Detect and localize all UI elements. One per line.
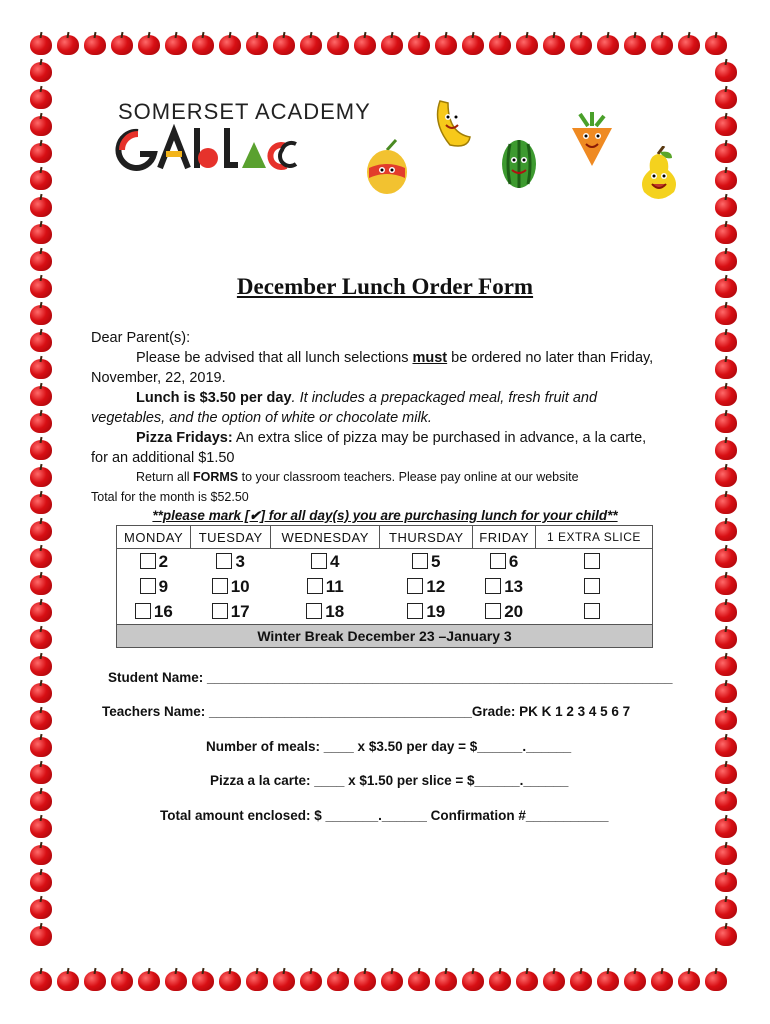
apple-icon xyxy=(354,968,376,992)
letter-text: An extra slice of pizza may be purchased in advance, a la carte, xyxy=(232,430,647,446)
price-emphasis: Lunch is $3.50 per day xyxy=(136,390,292,406)
apple-icon xyxy=(516,968,538,992)
checkbox[interactable] xyxy=(140,553,156,569)
apple-icon xyxy=(30,167,52,191)
apple-icon xyxy=(435,968,457,992)
apple-icon xyxy=(715,923,737,947)
banana-icon xyxy=(428,93,474,151)
apple-icon xyxy=(435,32,457,56)
apple-icon xyxy=(715,545,737,569)
apple-icon xyxy=(30,140,52,164)
apple-icon xyxy=(30,896,52,920)
day-cell[interactable] xyxy=(117,574,191,599)
apple-icon xyxy=(597,968,619,992)
apple-icon xyxy=(715,86,737,110)
apple-icon xyxy=(354,32,376,56)
apple-icon xyxy=(30,761,52,785)
apple-icon xyxy=(57,968,79,992)
checkbox[interactable] xyxy=(140,578,156,594)
header-wednesday: WEDNESDAY xyxy=(271,526,380,549)
apple-icon xyxy=(715,869,737,893)
apple-icon xyxy=(30,707,52,731)
logo-main-text xyxy=(114,124,304,185)
letter-line-7 xyxy=(136,467,579,487)
checkbox[interactable] xyxy=(216,553,232,569)
header-tuesday: TUESDAY xyxy=(191,526,271,549)
pizza-fridays-label: Pizza Fridays: xyxy=(136,430,233,446)
apple-icon xyxy=(165,968,187,992)
apple-icon xyxy=(192,968,214,992)
apple-icon xyxy=(30,329,52,353)
apple-icon xyxy=(462,968,484,992)
day-cell[interactable] xyxy=(271,599,380,625)
day-cell[interactable] xyxy=(473,574,536,599)
apple-icon xyxy=(570,968,592,992)
apple-icon xyxy=(715,626,737,650)
letter-text: Please be advised that all lunch selections xyxy=(136,350,413,366)
carrot-icon xyxy=(566,110,616,168)
winter-break-banner: Winter Break December 23 –January 3 xyxy=(117,625,653,648)
apple-icon xyxy=(715,248,737,272)
apple-icon xyxy=(597,32,619,56)
apple-icon xyxy=(381,32,403,56)
apple-icon xyxy=(30,572,52,596)
day-number: 11 xyxy=(325,576,344,596)
page-title: December Lunch Order Form xyxy=(236,274,534,299)
apple-icon xyxy=(543,32,565,56)
apple-icon xyxy=(715,842,737,866)
apple-icon xyxy=(715,464,737,488)
apple-icon xyxy=(570,32,592,56)
apple-icon xyxy=(715,896,737,920)
day-number: 19 xyxy=(426,601,446,621)
checkbox[interactable] xyxy=(407,578,423,594)
letter-line-3 xyxy=(136,388,597,408)
apple-icon xyxy=(30,356,52,380)
calendar-row xyxy=(117,599,653,625)
apple-icon xyxy=(111,32,133,56)
letter-text: . It includes a prepackaged meal, fresh fruit and xyxy=(291,390,598,406)
apple-icon xyxy=(715,788,737,812)
apple-icon xyxy=(111,968,133,992)
apple-icon xyxy=(192,32,214,56)
day-number: 10 xyxy=(230,576,250,596)
day-number: 5 xyxy=(431,551,441,571)
apple-icon xyxy=(705,32,727,56)
apple-icon xyxy=(219,32,241,56)
apple-icon xyxy=(30,86,52,110)
apple-icon xyxy=(165,32,187,56)
apple-icon xyxy=(30,410,52,434)
checkbox[interactable] xyxy=(485,603,501,619)
day-number: 4 xyxy=(329,551,340,571)
apple-icon xyxy=(273,32,295,56)
day-cell[interactable] xyxy=(473,599,536,625)
day-cell[interactable] xyxy=(117,549,191,575)
day-cell[interactable] xyxy=(191,599,271,625)
apple-icon xyxy=(715,680,737,704)
day-cell[interactable] xyxy=(380,549,473,575)
pear-icon xyxy=(636,146,682,204)
apple-icon xyxy=(30,194,52,218)
checkbox[interactable] xyxy=(311,553,327,569)
apple-icon xyxy=(715,653,737,677)
letter-text: be ordered no later than Friday, xyxy=(447,350,654,366)
apple-icon xyxy=(30,302,52,326)
apple-icon xyxy=(715,437,737,461)
apple-icon xyxy=(715,221,737,245)
must-emphasis: must xyxy=(412,350,448,366)
apple-icon xyxy=(219,968,241,992)
apple-icon xyxy=(715,167,737,191)
apple-icon xyxy=(489,968,511,992)
apple-icon xyxy=(624,968,646,992)
apple-icon xyxy=(138,32,160,56)
apple-icon xyxy=(489,32,511,56)
day-number: 9 xyxy=(158,576,169,596)
pizza-a-la-carte-field[interactable]: Pizza a la carte: ____ x $1.50 per slice = $______.______ xyxy=(210,773,569,788)
apple-icon xyxy=(381,968,403,992)
calendar-row xyxy=(117,549,653,575)
apple-icon xyxy=(84,32,106,56)
apple-icon xyxy=(715,599,737,623)
letter-line-8: Total for the month is $52.50 xyxy=(91,490,249,504)
checkbox[interactable] xyxy=(412,553,428,569)
apple-icon xyxy=(138,968,160,992)
day-cell[interactable] xyxy=(191,549,271,575)
apple-icon xyxy=(30,545,52,569)
day-number: 16 xyxy=(153,601,173,621)
apple-icon xyxy=(30,653,52,677)
apple-icon xyxy=(678,968,700,992)
apple-icon xyxy=(715,383,737,407)
day-number: 17 xyxy=(230,601,250,621)
apple-icon xyxy=(30,968,52,992)
apple-icon xyxy=(715,356,737,380)
apple-icon xyxy=(30,923,52,947)
checkbox[interactable] xyxy=(307,578,323,594)
apple-icon xyxy=(30,221,52,245)
apple-icon xyxy=(715,815,737,839)
apple-icon xyxy=(30,383,52,407)
letter-text: to your classroom teachers. Please pay online at our website xyxy=(238,470,579,484)
checkbox[interactable] xyxy=(584,578,600,594)
apple-icon xyxy=(30,248,52,272)
apple-icon xyxy=(516,32,538,56)
apple-icon xyxy=(30,599,52,623)
apple-icon xyxy=(408,32,430,56)
day-number: 20 xyxy=(504,601,524,621)
watermelon-icon xyxy=(500,136,538,190)
checkbox[interactable] xyxy=(407,603,423,619)
apple-icon xyxy=(246,968,268,992)
apple-icon xyxy=(715,194,737,218)
apple-icon xyxy=(30,437,52,461)
letter-line-1 xyxy=(136,348,653,368)
header-friday: FRIDAY xyxy=(473,526,536,549)
gables-wordmark xyxy=(114,124,304,174)
apple-icon xyxy=(715,113,737,137)
apple-icon xyxy=(30,113,52,137)
day-number: 6 xyxy=(508,551,519,571)
apple-icon xyxy=(57,32,79,56)
apple-icon xyxy=(84,968,106,992)
apple-icon xyxy=(30,842,52,866)
forms-emphasis: FORMS xyxy=(192,470,239,484)
apple-icon xyxy=(624,32,646,56)
apple-icon xyxy=(327,968,349,992)
checkbox[interactable] xyxy=(135,603,151,619)
day-number: 18 xyxy=(325,601,345,621)
apple-icon xyxy=(651,32,673,56)
checkbox[interactable] xyxy=(212,603,228,619)
day-number: 13 xyxy=(504,576,524,596)
extra-slice-cell[interactable] xyxy=(535,599,652,625)
apple-icon xyxy=(715,761,737,785)
winter-break-row xyxy=(117,625,653,648)
header-monday: MONDAY xyxy=(117,526,191,549)
letter-line-5 xyxy=(136,428,646,448)
day-cell[interactable] xyxy=(473,549,536,575)
apple-icon xyxy=(678,32,700,56)
apple-icon xyxy=(408,968,430,992)
day-number: 12 xyxy=(426,576,446,596)
day-cell[interactable] xyxy=(380,599,473,625)
header-extra-slice: 1 EXTRA SLICE xyxy=(535,526,652,549)
total-amount-field[interactable]: Total amount enclosed: $ _______.______ Confirmation #___________ xyxy=(160,808,609,823)
header-thursday: THURSDAY xyxy=(380,526,473,549)
day-number: 2 xyxy=(158,551,169,571)
apple-icon xyxy=(543,968,565,992)
apple-icon xyxy=(30,734,52,758)
apple-icon xyxy=(300,968,322,992)
apple-icon xyxy=(715,410,737,434)
student-name-field[interactable]: Student Name: ______________________________________________________________ xyxy=(108,670,673,685)
apple-icon xyxy=(715,59,737,83)
checkbox[interactable] xyxy=(306,603,322,619)
apple-icon xyxy=(462,32,484,56)
apple-icon xyxy=(30,464,52,488)
apple-icon xyxy=(30,869,52,893)
logo-top-text: SOMERSET ACADEMY xyxy=(118,99,371,124)
calendar-row xyxy=(117,574,653,599)
day-cell[interactable] xyxy=(117,599,191,625)
apple-icon xyxy=(273,968,295,992)
apple-icon xyxy=(705,968,727,992)
apple-icon xyxy=(715,734,737,758)
checkbox[interactable] xyxy=(212,578,228,594)
lunch-calendar xyxy=(116,525,653,648)
checkbox[interactable] xyxy=(485,578,501,594)
day-cell[interactable] xyxy=(271,549,380,575)
apple-icon xyxy=(715,302,737,326)
day-cell[interactable] xyxy=(271,574,380,599)
mixed-fruit-icon xyxy=(362,138,412,196)
apple-icon xyxy=(327,32,349,56)
calendar-header-row xyxy=(117,526,653,549)
apple-icon xyxy=(30,788,52,812)
checkbox[interactable] xyxy=(584,553,600,569)
apple-icon xyxy=(651,968,673,992)
apple-icon xyxy=(30,815,52,839)
number-of-meals-field[interactable]: Number of meals: ____ x $3.50 per day = $______.______ xyxy=(206,739,572,754)
apple-icon xyxy=(300,32,322,56)
extra-slice-cell[interactable] xyxy=(535,549,652,575)
apple-icon xyxy=(30,680,52,704)
instruction: **please mark [✔] for all day(s) you are purchasing lunch for your child** xyxy=(152,508,618,523)
apple-icon xyxy=(246,32,268,56)
apple-icon xyxy=(30,59,52,83)
teacher-name-field[interactable]: Teachers Name: ___________________________________Grade: PK K 1 2 3 4 5 6 7 xyxy=(102,704,631,719)
checkbox[interactable] xyxy=(584,603,600,619)
apple-icon xyxy=(715,140,737,164)
greeting: Dear Parent(s): xyxy=(91,330,191,346)
letter-text: Return all xyxy=(136,470,193,484)
checkbox[interactable] xyxy=(490,553,506,569)
day-number: 3 xyxy=(235,551,245,571)
day-cell[interactable] xyxy=(191,574,271,599)
extra-slice-cell[interactable] xyxy=(535,574,652,599)
apple-icon xyxy=(30,32,52,56)
apple-icon xyxy=(715,572,737,596)
apple-icon xyxy=(715,329,737,353)
letter-line-6: for an additional $1.50 xyxy=(91,450,235,466)
letter-line-2: November, 22, 2019. xyxy=(91,370,226,386)
apple-icon xyxy=(30,626,52,650)
day-cell[interactable] xyxy=(380,574,473,599)
apple-icon xyxy=(715,707,737,731)
letter-line-4: vegetables, and the option of white or chocolate milk. xyxy=(91,410,432,426)
